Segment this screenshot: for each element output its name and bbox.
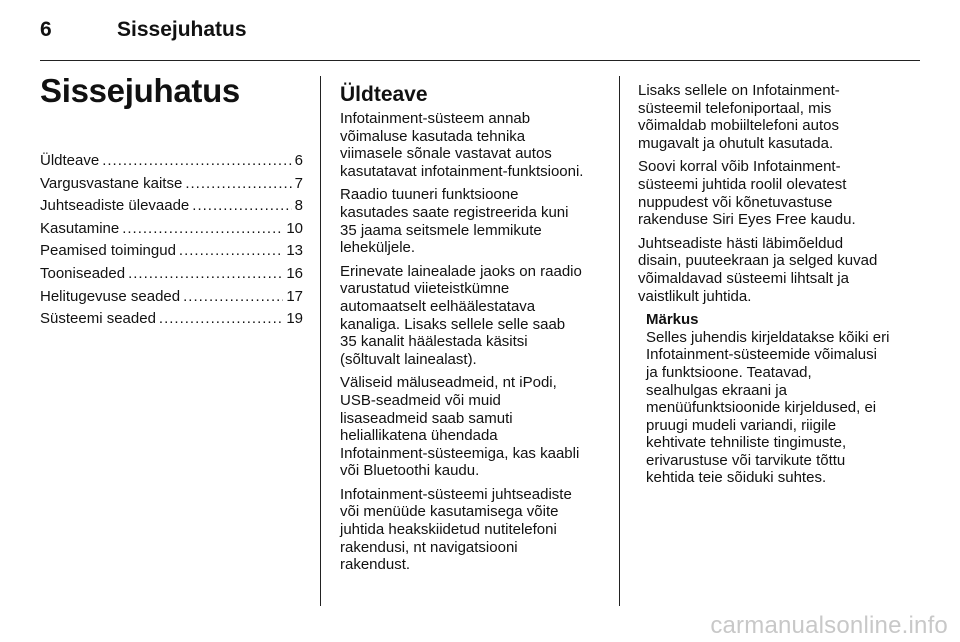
note-title: Märkus	[646, 311, 699, 329]
toc-entry-label: Süsteemi seaded	[40, 310, 156, 328]
toc-entry-page: 13	[286, 242, 303, 260]
column-continued	[638, 82, 910, 487]
toc-entry-page: 19	[286, 310, 303, 328]
toc-leader-dots	[159, 308, 283, 331]
column-divider	[320, 76, 321, 606]
note-text: Selles juhendis kirjeldatakse kõiki eri Infotainment-süsteemide võimalusi ja funktsioone. Teatavad, sealhulgas ekraani ja menüüfunktsioonide kirjeldused, ei pruugi mudeli variandi, riigile kehtivate tehniliste tingimuste, erivarustuse või tarvikute tõttu kehtida teie sõiduki suhtes.	[646, 328, 890, 487]
toc-entry-kasutamine[interactable]	[40, 218, 303, 241]
toc-entry-tooniseaded[interactable]	[40, 263, 303, 286]
toc-entry-label: Vargusvastane kaitse	[40, 174, 183, 192]
toc-entry-label: Üldteave	[40, 152, 100, 169]
toc-entry-label: Juhtseadiste ülevaade	[40, 197, 190, 215]
toc-leader-dots	[128, 263, 283, 286]
toc-entry-label: Peamised toimingud	[40, 242, 176, 260]
toc-entry-label: Tooniseaded	[40, 264, 126, 282]
column-general-info	[340, 82, 610, 580]
note-box	[646, 311, 910, 487]
toc-entry-page: 17	[286, 287, 303, 305]
toc-entry-yldteave[interactable]	[40, 150, 303, 173]
table-of-contents	[40, 150, 303, 331]
toc-entry-page: 16	[286, 264, 303, 282]
paragraph: Väliseid mäluseadmeid, nt iPodi, USB-seadmeid või muid lisaseadmeid saab samuti heliallikatena ühendada Infotainment-süsteemiga, kas kaabli või Bluetoothi kaudu.	[340, 374, 580, 480]
toc-leader-dots	[122, 218, 283, 241]
toc-entry-label: Kasutamine	[40, 219, 120, 237]
toc-entry-page: 6	[294, 152, 303, 169]
paragraph: Soovi korral võib Infotainment- süsteemi juhtida roolil olevatest nuppudest või kõnetuvastuse rakenduse Siri Eyes Free kaudu.	[638, 158, 856, 229]
subsection-heading: Üldteave	[340, 83, 428, 106]
paragraph: Infotainment-süsteem annab võimaluse kasutada tehnika viimasele sõnale vastavat autos kasutatavat infotainment-funktsiooni.	[340, 110, 584, 180]
header-rule	[40, 60, 920, 61]
paragraph: Lisaks sellele on Infotainment- süsteemil telefoniportaal, mis võimaldab mobiiltelefoni autos mugavalt ja ohutult kasutada.	[638, 82, 840, 152]
toc-entry-page: 10	[286, 219, 303, 237]
watermark-text: carmanualsonline.info	[710, 612, 948, 639]
paragraph: Erinevate lainealade jaoks on raadio varustatud viieteistkümne automaatselt eelhäälestatava kanaliga. Lisaks sellele selle saab 35 kanalit häälestada käsitsi (sõltuvalt lainealast).	[340, 262, 582, 368]
paragraph: Infotainment-süsteemi juhtseadiste või menüüde kasutamisega võite juhtida heakskiidetud nutitelefoni rakendusi, nt navigatsiooni rakendust.	[340, 485, 572, 574]
paragraph: Juhtseadiste hästi läbimõeldud disain, puuteekraan ja selged kuvad võimaldavad süsteemi lihtsalt ja vaistlikult juhtida.	[638, 234, 878, 305]
toc-entry-page: 7	[294, 174, 303, 192]
column-divider	[619, 76, 620, 606]
toc-entry-vargusvastane-kaitse[interactable]	[40, 173, 303, 196]
toc-leader-dots	[183, 286, 283, 309]
toc-entry-helitugevuse-seaded[interactable]	[40, 286, 303, 309]
paragraph: Raadio tuuneri funktsioone kasutades saate registreerida kuni 35 jaama seitsmele lemmikute leheküljele.	[340, 186, 569, 257]
toc-entry-label: Helitugevuse seaded	[40, 287, 181, 305]
toc-entry-peamised-toimingud[interactable]	[40, 240, 303, 263]
toc-entry-susteemi-seaded[interactable]	[40, 308, 303, 331]
toc-leader-dots	[102, 150, 291, 173]
toc-leader-dots	[185, 173, 291, 196]
toc-leader-dots	[179, 240, 283, 263]
page-number: 6	[40, 18, 52, 41]
section-title: Sissejuhatus	[40, 72, 240, 109]
toc-entry-juhtseadiste-ulevaade[interactable]	[40, 195, 303, 218]
running-header-title: Sissejuhatus	[117, 18, 247, 41]
toc-leader-dots	[192, 195, 291, 218]
toc-entry-page: 8	[294, 197, 303, 215]
